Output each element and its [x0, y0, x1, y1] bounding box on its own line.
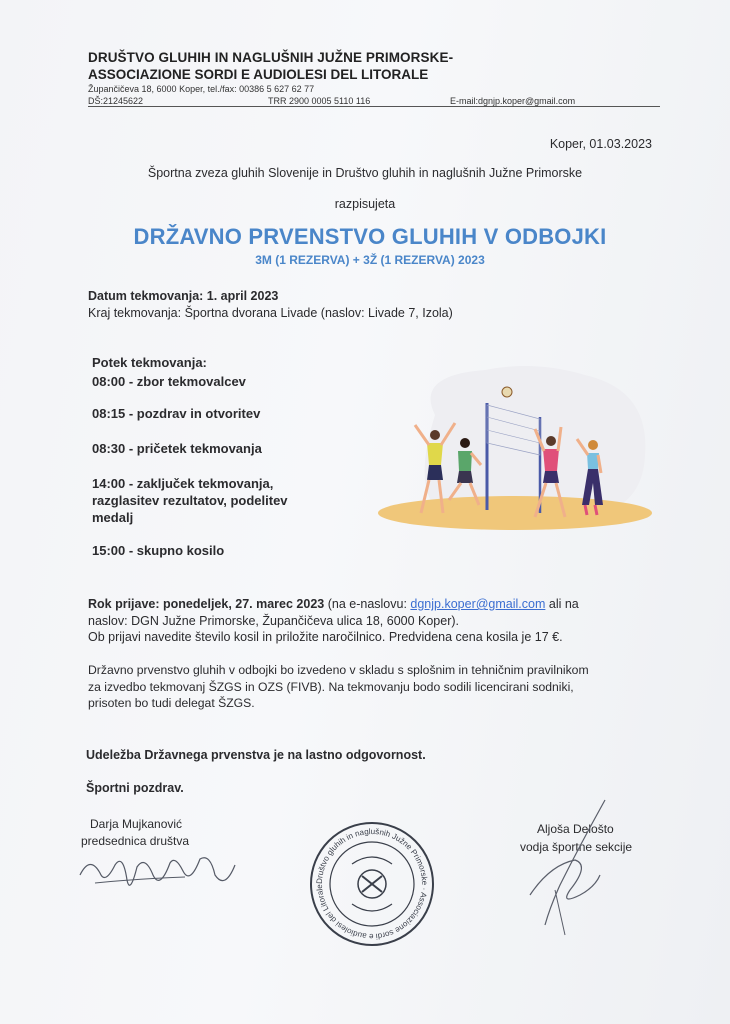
rules-line-1: Državno prvenstvo gluhih v odbojki bo izvedeno v skladu s splošnim in tehničnim pravilnikom: [88, 663, 589, 677]
right-signatory-role: vodja športne sekcije: [520, 840, 633, 854]
volleyball-illustration: [375, 355, 655, 540]
org-name-slovene: DRUŠTVO GLUHIH IN NAGLUŠNIH JUŽNE PRIMORSKE-: [88, 50, 454, 65]
responsibility-note: Udeležba Državnega prvenstva je na lastno odgovornost.: [86, 748, 426, 762]
left-signature: [75, 845, 245, 905]
registration-email-prefix: (na e-naslovu:: [324, 597, 411, 611]
registration-deadline: Rok prijave: ponedeljek, 27. marec 2023: [88, 597, 325, 611]
document-subtitle: 3M (1 REZERVA) + 3Ž (1 REZERVA) 2023: [255, 253, 485, 267]
registration-email-link[interactable]: dgnjp.koper@gmail.com: [410, 597, 546, 611]
schedule-item: 08:30 - pričetek tekmovanja: [92, 441, 262, 456]
organization-stamp: [308, 820, 436, 948]
schedule-heading: Potek tekmovanja:: [92, 355, 207, 370]
schedule-item: 08:15 - pozdrav in otvoritev: [92, 406, 261, 421]
left-signatory-role: predsednica društva: [81, 834, 190, 848]
left-signatory-name: Darja Mujkanović: [90, 817, 183, 831]
competition-place: Kraj tekmovanja: Športna dvorana Livade (naslov: Livade 7, Izola): [88, 306, 453, 320]
schedule-item: 14:00 - zaključek tekmovanja,: [92, 476, 274, 491]
org-name-italian: ASSOCIAZIONE SORDI E AUDIOLESI DEL LITORALE: [88, 67, 429, 82]
org-tax-number: DŠ:21245622: [88, 96, 144, 106]
intro-line-1: Športna zveza gluhih Slovenije in Društvo gluhih in naglušnih Južne Primorske: [147, 166, 583, 180]
competition-date: Datum tekmovanja: 1. april 2023: [88, 289, 279, 303]
schedule-item: medalj: [92, 510, 134, 525]
greeting: Športni pozdrav.: [86, 781, 184, 795]
right-signatory-name: Aljoša Delošto: [537, 822, 614, 836]
rules-line-3: prisoten bo tudi delegat ŠZGS.: [88, 696, 255, 710]
stamp-text: Društvo gluhih in naglušnih Južne Primorske · Associazione sordi e audiolesi del Litorale: [314, 826, 430, 942]
registration-email-suffix: ali na: [545, 597, 579, 611]
schedule-item: 08:00 - zbor tekmovalcev: [92, 374, 246, 389]
registration-line-2: naslov: DGN Južne Primorske, Župančičeva ulica 18, 6000 Koper).: [88, 614, 460, 628]
right-signature: [520, 795, 633, 945]
org-address: Župančičeva 18, 6000 Koper, tel./fax: 00386 5 627 62 77: [88, 84, 315, 94]
org-email: E-mail:dgnjp.koper@gmail.com: [450, 96, 576, 106]
schedule-item: razglasitev rezultatov, podelitev: [92, 493, 288, 508]
registration-line-1: [88, 597, 579, 611]
registration-line-3: Ob prijavi navedite število kosil in priložite naročilnico. Predvidena cena kosila je 17 €.: [88, 630, 563, 644]
org-bank-account: TRR 2900 0005 5110 116: [268, 96, 371, 106]
document-title: DRŽAVNO PRVENSTVO GLUHIH V ODBOJKI: [133, 224, 607, 249]
document-date: Koper, 01.03.2023: [549, 137, 652, 151]
intro-line-2: razpisujeta: [334, 197, 396, 211]
rules-line-2: za izvedbo tekmovanj ŠZGS in OZS (FIVB). Na tekmovanju bodo sodili licencirani sodniki,: [88, 680, 574, 694]
schedule-item: 15:00 - skupno kosilo: [92, 543, 225, 558]
header-divider: [88, 106, 660, 107]
